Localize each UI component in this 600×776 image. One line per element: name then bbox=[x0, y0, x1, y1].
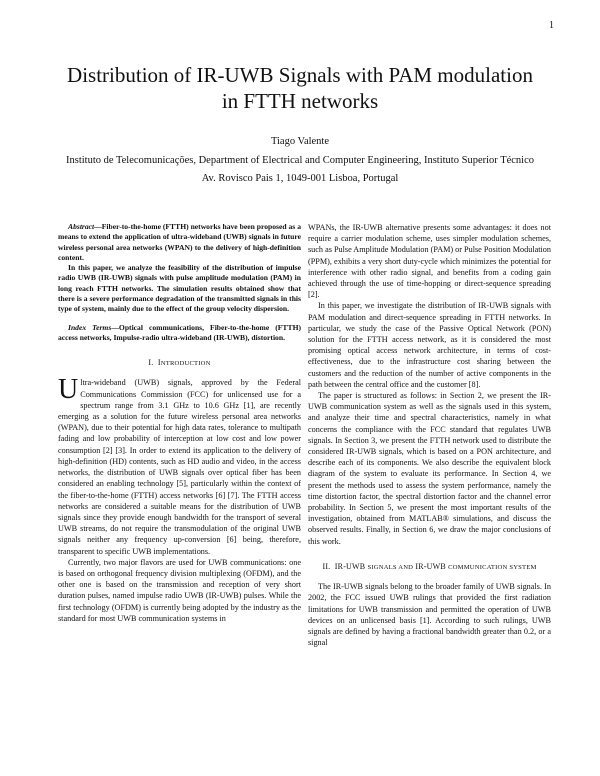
author-address: Av. Rovisco Pais 1, 1049-001 Lisboa, Portugal bbox=[201, 173, 399, 184]
drop-cap: U bbox=[58, 374, 79, 406]
page-number: 1 bbox=[549, 20, 554, 31]
section-heading-ir-uwb: II. IR-UWB SIGNALS AND IR-UWB COMMUNICATION SYSTEM bbox=[322, 561, 537, 571]
intro-paragraph-4: The paper is structured as follows: in Section 2, we present the IR-UWB communication system as well as the signals used in this system, and analyze their time and spectral characteristics, namely in what concerns the compliance with the FCC standard that regulates UWB signals. In Section 3, we present the FTTH network used to distribute the considered IR-UWB signals, which is based on a PON architecture, and describe each of its components. We also describe the equivalent block diagram of the system to evaluate its performance. In Section 4, we present the methods used to assess the system performance, namely the time distortion factor, the spectral distortion factor and the channel error probability. In Section 5, we present the most important results of the investigation, obtained from MATLAB® simulations, and discuss the observed results. Finally, in Section 6, we draw the major conclusions of this work. bbox=[308, 391, 551, 546]
intro-paragraph-1: Ultra-wideband (UWB) signals, approved by the Federal Communications Commission (FCC) for unlicensed use for a spectrum range from 3.1 GHz to 10.6 GHz [1], are recently emerging as a solution for the future wireless personal area networks (WPAN), due to their potential for high data rates, tolerance to multipath fading and low probability of interception at low cost and low power consumption [2] [3]. In order to extend its application to the delivery of high-definition (HD) contents, such as HD audio and video, in the access networks, the distribution of UWB signals over optical fiber has been considered an enabling technology [5], particularly within the context of the fiber-to-the-home (FTTH) access networks [6] [7]. The FTTH access networks are considered a suitable means for the distribution of UWB signals since they provide enough bandwidth for the transport of several UWB streams, do not require the transmodulation of the original UWB signals neither any frequency up-conversion [6] being, therefore, transparent to specific UWB implementations. bbox=[58, 374, 301, 556]
intro-paragraph-3: In this paper, we investigate the distribution of IR-UWB signals with PAM modulation and direct-sequence spreading in FTTH networks. In particular, we study the case of the Passive Optical Network (PON) solution for the FTTH access network, as it is considered the most promising optical access network architecture, in terms of cost-effectiveness, due to the infrastructure cost sharing between the customers and the reduction of the number of active components in the path between the central office and the customer [8]. bbox=[308, 301, 551, 389]
section2-paragraph-1: The IR-UWB signals belong to the broader family of UWB signals. In 2002, the FCC issued UWB rulings that provided the first radiation limitations for UWB transmission and permitted the operation of UWB devices on an unlicensed basis [1]. According to such rulings, UWB signals are defined by having a fractional bandwidth greater than 0.2, or a signal bbox=[308, 582, 551, 648]
author-name: Tiago Valente bbox=[270, 136, 330, 147]
abstract bbox=[58, 222, 301, 343]
index-terms-label: Index Terms bbox=[68, 322, 112, 332]
paper-title: Distribution of IR-UWB Signals with PAM modulation in FTTH networks bbox=[67, 63, 533, 113]
left-column bbox=[58, 222, 301, 624]
right-column bbox=[308, 222, 551, 648]
abstract-paragraph-1: —Fiber-to-the-home (FTTH) networks have been proposed as a means to extend the application of ultra-wideband (UWB) signals in future wireless personal area networks (WPAN) to the delivery of high-definition content. bbox=[58, 222, 301, 262]
author-affiliation: Instituto de Telecomunicações, Department of Electrical and Computer Engineering, Instituto Superior Técnico bbox=[65, 155, 535, 166]
abstract-label: Abstract bbox=[68, 222, 95, 231]
intro-paragraph-2-continued: WPANs, the IR-UWB alternative presents some advantages: it does not require a carrier modulation scheme, uses simpler modulation schemes, such as Pulse Amplitude Modulation (PAM) or Pulse Position Modulation (PPM), exhibits a very short duty-cycle which minimizes the potential for interference with other radio signal, and benefits from a coding gain achieved through the use of time-hopping or direct-sequence spreading [2]. bbox=[308, 223, 551, 300]
intro-paragraph-2: Currently, two major flavors are used for UWB communications: one is based on orthogonal frequency division multiplexing (OFDM), and the other one is based on the transmission and reception of very short duration pulses, named impulse radio UWB (IR-UWB) pulses. While the first technology (OFDM) is currently being adopted by the industry as the standard for most UWB communication systems in bbox=[58, 557, 301, 623]
section-heading-introduction: I. INTRODUCTION bbox=[148, 358, 211, 368]
abstract-paragraph-2: In this paper, we analyze the feasibility of the distribution of impulse radio UWB (IR-UWB) signals with pulse amplitude modulation (PAM) in long reach FTTH networks. The simulation results obtained show that there is a severe performance degradation of the transmitted signals in this type of system, mainly due to the effect of the group velocity dispersion. bbox=[58, 263, 301, 314]
index-terms-text: —Optical communications, Fiber-to-the-home (FTTH) access networks, Impulse-radio ultra-wideband (IR-UWB), distortion. bbox=[58, 322, 302, 342]
